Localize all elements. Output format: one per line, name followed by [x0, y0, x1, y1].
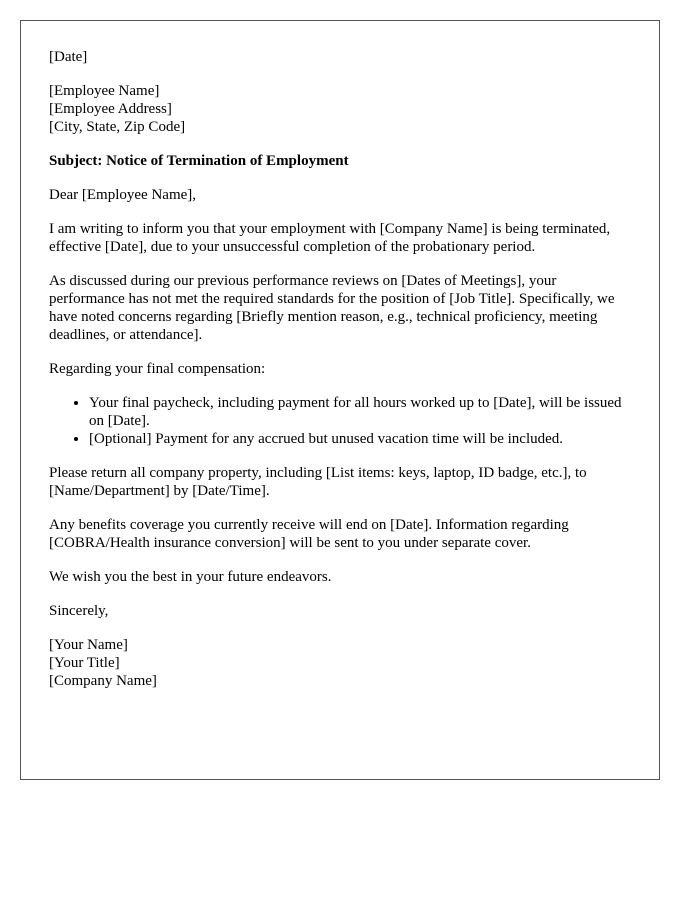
paragraph-property: Please return all company property, including [List items: keys, laptop, ID badge, etc.], to [Name/Department] by [Date/Time].	[49, 465, 587, 499]
recipient-name: [Employee Name]	[49, 83, 160, 99]
signature-block	[49, 636, 631, 690]
paragraph-compensation-intro: Regarding your final compensation:	[49, 361, 266, 377]
salutation: Dear [Employee Name],	[49, 187, 197, 203]
list-item: • Your final paycheck, including payment for all hours worked up to [Date], will be issued on [Date].	[89, 394, 631, 430]
recipient-address: [Employee Address]	[49, 101, 172, 117]
paragraph-intro: I am writing to inform you that your employment with [Company Name] is being terminated, effective [Date], due to your unsuccessful completion of the probationary period.	[49, 221, 611, 255]
signature-name: [Your Name]	[49, 637, 128, 653]
letter-page	[20, 20, 660, 780]
recipient-city: [City, State, Zip Code]	[49, 119, 186, 135]
letter-subject: Subject: Notice of Termination of Employment	[49, 153, 349, 169]
signature-company: [Company Name]	[49, 673, 157, 689]
compensation-list	[49, 394, 631, 448]
paragraph-performance: As discussed during our previous performance reviews on [Dates of Meetings], your performance has not met the required standards for the position of [Job Title]. Specifically, we have noted concerns regarding [Briefly mention reason, e.g., technical proficiency, meeting deadlines, or attendance].	[49, 273, 615, 343]
paragraph-benefits: Any benefits coverage you currently receive will end on [Date]. Information regarding [COBRA/Health insurance conversion] will be sent to you under separate cover.	[49, 517, 569, 551]
list-item: • [Optional] Payment for any accrued but unused vacation time will be included.	[89, 430, 631, 448]
letter-date: [Date]	[49, 49, 88, 65]
paragraph-closing-wish: We wish you the best in your future endeavors.	[49, 569, 332, 585]
recipient-block	[49, 82, 631, 136]
signature-title: [Your Title]	[49, 655, 120, 671]
signoff: Sincerely,	[49, 603, 109, 619]
